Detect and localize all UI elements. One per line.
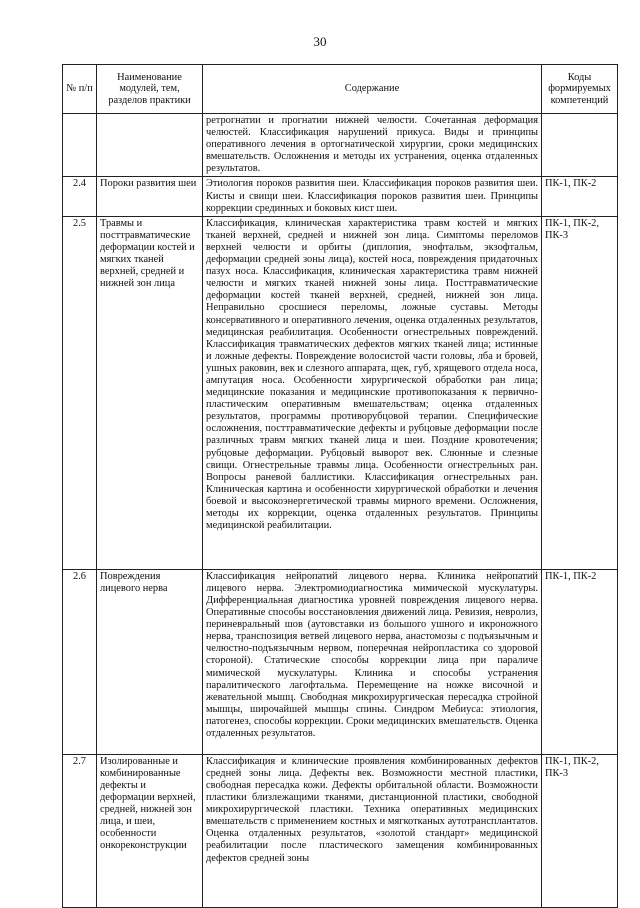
row-num — [63, 114, 97, 177]
table-row — [63, 216, 618, 569]
row-num: 2.4 — [63, 177, 97, 216]
row-codes: ПК-1, ПК-2 — [542, 177, 618, 216]
row-codes — [542, 114, 618, 177]
table-row — [63, 569, 618, 754]
table-header-row — [63, 65, 618, 114]
row-codes: ПК-1, ПК-2, ПК-3 — [542, 216, 618, 569]
table-row — [63, 114, 618, 177]
row-content: ретрогнатии и прогнатии нижней челюсти. Сочетанная деформация челюстей. Классификация нарушений прикуса. Виды и принципы оперативного лечения в ортогнатической хирургии, сроки медицинских вмешательств. Осложнения и методы их устранения, оценка отдаленных результатов. — [203, 114, 542, 177]
row-codes: ПК-1, ПК-2 — [542, 569, 618, 754]
row-num: 2.5 — [63, 216, 97, 569]
row-codes: ПК-1, ПК-2, ПК-3 — [542, 754, 618, 907]
row-module: Повреждения лицевого нерва — [97, 569, 203, 754]
row-module: Травмы и посттравматические деформации костей и мягких тканей верхней, средней и нижней зон лица — [97, 216, 203, 569]
curriculum-table — [62, 64, 618, 908]
header-codes: Коды формируемых компетенций — [542, 65, 618, 114]
row-num: 2.6 — [63, 569, 97, 754]
page-number: 30 — [313, 34, 327, 49]
row-content: Классификация нейропатий лицевого нерва. Клиника нейропатий лицевого нерва. Электромиодиагностика мимической мускулатуры. Дифференциальная диагностика уровней повреждения лицевого нерва. Оперативные способы восстановления движений лица. Ревизия, невролиз, периневральный шов (аутовставки из большого ушного и икроножного нерва, транспозиция ветвей лицевого нерва, анастомозы с подъязычным и челюстно-подъязычным нервом, поперечная нейропластика со здоровой стороной). Статические способы коррекции лица при параличе мимической мускулатуры. Клиника и способы устранения паралитического лагофтальма. Перемещение на ножке височной и жевательной мышц. Свободная микрохирургическая пересадка стройной мышцы, широчайшей мышцы спины. Синдром Мебиуса: этиология, патогенез, способы коррекции. Сроки медицинских вмешательств. Оценка отдаленных результатов. — [203, 569, 542, 754]
header-content: Содержание — [203, 65, 542, 114]
row-module: Изолированные и комбинированные дефекты и деформации верхней, средней, нижней зон лица, и шеи, особенности онкореконструкции — [97, 754, 203, 907]
row-num: 2.7 — [63, 754, 97, 907]
row-module: Пороки развития шеи — [97, 177, 203, 216]
row-content: Классификация, клиническая характеристика травм костей и мягких тканей верхней, средней и нижней зон лица. Симптомы переломов верхней челюсти и орбиты (диплопия, энофтальм, экзофтальм, деформации средней зоны лица), костей носа, повреждения придаточных пазух носа. Классификация, клиническая характеристика травм нижней челюсти и мягких тканей нижней зоны лица. Посттравматические деформации костей тканей верхней, средней, нижней зон лица. Неправильно сросшиеся переломы, ложные суставы. Методы консервативного и оперативного лечения, оценка отдаленных результатов, медицинская реабилитация. Особенности огнестрельных повреждений. Классификация травматических дефектов мягких тканей лица; истинные и ложные дефекты. Повреждение волосистой части головы, лба и бровей, ушных раковин, век и слезного аппарата, щек, губ, хрящевого отдела носа, ампутация носа. Особенности хирургической обработки ран лица; медицинские показания и медицинские противопоказания к первично-пластическим оперативным вмешательствам; оценка отдаленных результатов, программы противорубцовой терапии. Специфические осложнения, посттравматические дефекты и рубцовые деформации после различных травм мягких тканей лица и шеи. Поздние кровотечения; рубцовые деформации. Рубцовый выворот век. Слюнные и слезные свищи. Огнестрельные травмы лица. Особенности огнестрельных ран. Вопросы раневой баллистики. Классификация огнестрельных ран. Клиническая картина и особенности хирургической обработки и лечения боевой и высокоэнергетической травмы мирного времени. Осложнения, методы их коррекции, оценка отдаленных результатов. Принципы медицинской реабилитации. — [203, 216, 542, 569]
table-row — [63, 754, 618, 907]
header-module: Наименование модулей, тем, разделов практики — [97, 65, 203, 114]
row-content: Классификация и клинические проявления комбинированных дефектов средней зоны лица. Дефекты век. Возможности местной пластики, свободная пересадка кожи. Дефекты орбитальной области. Возможности пластики близлежащими тканями, дистанционной пластики, свободной микрохирургической пластики. Техника оперативных медицинских вмешательств с применением костных и мягкотканых аутотрансплантатов. Оценка отдаленных результатов, «золотой стандарт» медицинской реабилитации после пластического замещения комбинированных дефектов средней зоны — [203, 754, 542, 907]
row-module — [97, 114, 203, 177]
table-row — [63, 177, 618, 216]
header-num: № п/п — [63, 65, 97, 114]
row-content: Этиология пороков развития шеи. Классификация пороков развития шеи. Кисты и свищи шеи. Классификация пороков развития шеи. Принципы коррекции срединных и боковых кист шеи. — [203, 177, 542, 216]
